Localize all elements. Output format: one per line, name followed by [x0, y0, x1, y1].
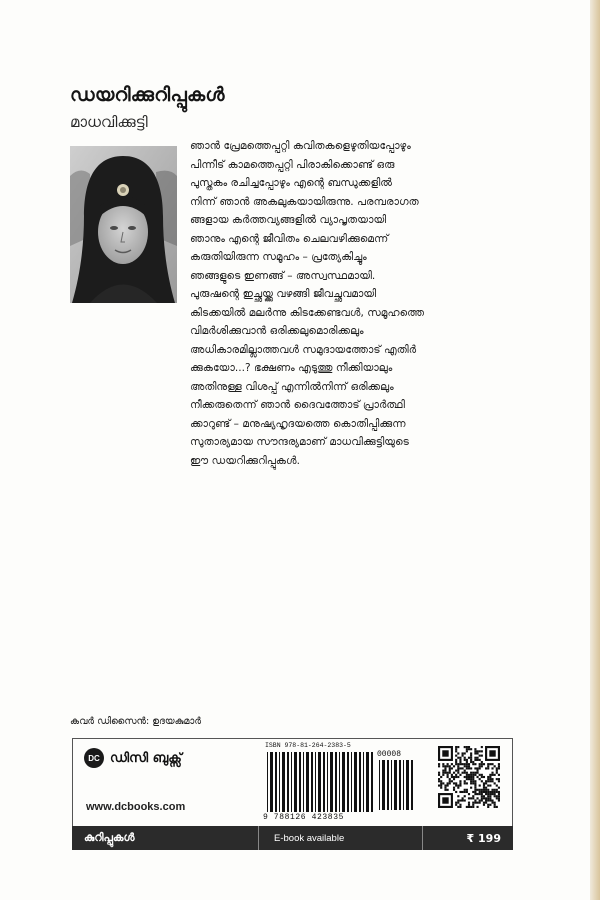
blurb-line: ഞാനും എന്റെ ജീവിതം ചെലവഴിക്കുമെന്ന്	[190, 232, 389, 245]
book-title: ഡയറിക്കുറിപ്പുകൾ	[70, 84, 225, 106]
blurb-line: ക്കാറുണ്ട് – മനുഷ്യഹൃദയത്തെ കൊതിപ്പിക്കുന്ന	[190, 417, 406, 430]
blurb-line: ഈ ഡയറിക്കുറിപ്പുകൾ.	[190, 454, 301, 467]
author-photo	[70, 146, 177, 303]
footer-divider	[422, 826, 423, 850]
footer-category: കുറിപ്പുകൾ	[84, 831, 135, 844]
book-author: മാധവിക്കുട്ടി	[70, 113, 148, 131]
addon-barcode-icon	[379, 760, 415, 810]
blurb-line: നീക്കരുതെന്ന് ഞാൻ ദൈവത്തോട് പ്രാർത്ഥി	[190, 399, 405, 411]
publisher-block	[84, 748, 182, 768]
footer-ebook: E-book available	[274, 832, 345, 844]
blurb-line: അധികാരമില്ലാത്തവൾ സമുദായത്തോട് എതിർ	[190, 343, 417, 356]
qr-code-icon	[438, 746, 500, 808]
publisher-name: ഡിസി ബുക്സ്	[110, 750, 182, 766]
barcode-icon	[267, 752, 375, 812]
blurb-line: പുസ്തകം രചിച്ചപ്പോഴും എന്റെ ബന്ധുക്കളിൽ	[190, 177, 393, 189]
blurb-line: കരുതിയിരുന്ന സമൂഹം – പ്രത്യേകിച്ചും	[190, 251, 367, 263]
cover-design-credit: കവർ ഡിസൈൻ: ഉദയകുമാർ	[70, 716, 201, 727]
footer-divider	[258, 826, 259, 850]
isbn-text: ISBN 978-81-264-2383-5	[265, 742, 351, 749]
barcode-digits: 9 788126 423835	[263, 813, 345, 822]
page-edge	[590, 0, 600, 900]
footer-price: ₹ 199	[466, 831, 501, 845]
publisher-website: www.dcbooks.com	[86, 801, 186, 813]
blurb-line: ങ്ങളായ കർത്തവ്യങ്ങളിൽ വ്യാപൃതയായി	[190, 214, 387, 226]
blurb-line: ക്കുകയോ...? ഭക്ഷണം എടുത്തു നീക്കിയാലും	[190, 362, 393, 374]
isbn-barcode	[261, 740, 421, 824]
blurb-line: ഞങ്ങളുടെ ഇണങ്ങ് – അസ്വസ്ഥമായി.	[190, 269, 376, 282]
blurb-line: പിന്നീട് കാമത്തെപ്പറ്റി പിരാകിക്കൊണ്ട് ഒരു	[190, 158, 395, 171]
blurb-line: കിടക്കയിൽ മലർന്നു കിടക്കേണ്ടവൾ, സമൂഹത്തെ	[190, 306, 425, 319]
blurb-line: നിന്ന് ഞാൻ അകലുകയായിരുന്നു. പരമ്പരാഗത	[190, 195, 419, 208]
blurb-line: അതിനുള്ള വിശപ്പ് എന്നിൽനിന്ന് ഒരിക്കലും	[190, 380, 394, 393]
blurb-line: പുരുഷന്റെ ഇച്ഛയ്ക്കു വഴങ്ങി ജീവച്ഛവമായി	[190, 288, 377, 300]
footer-bar	[72, 826, 513, 850]
blurb-line: ഞാൻ പ്രേമത്തെപ്പറ്റി കവിതകളെഴുതിയപ്പോഴും	[190, 140, 411, 152]
price-code: 00008	[377, 750, 402, 759]
dc-books-logo-icon: DC	[84, 748, 104, 768]
blurb-line: വിമർശിക്കുവാൻ ഒരിക്കലുമൊരിക്കലും	[190, 325, 364, 337]
blurb-text	[190, 137, 520, 470]
blurb-line: സുതാര്യമായ സൗന്ദര്യമാണ് മാധവിക്കുട്ടിയുടെ	[190, 436, 409, 448]
